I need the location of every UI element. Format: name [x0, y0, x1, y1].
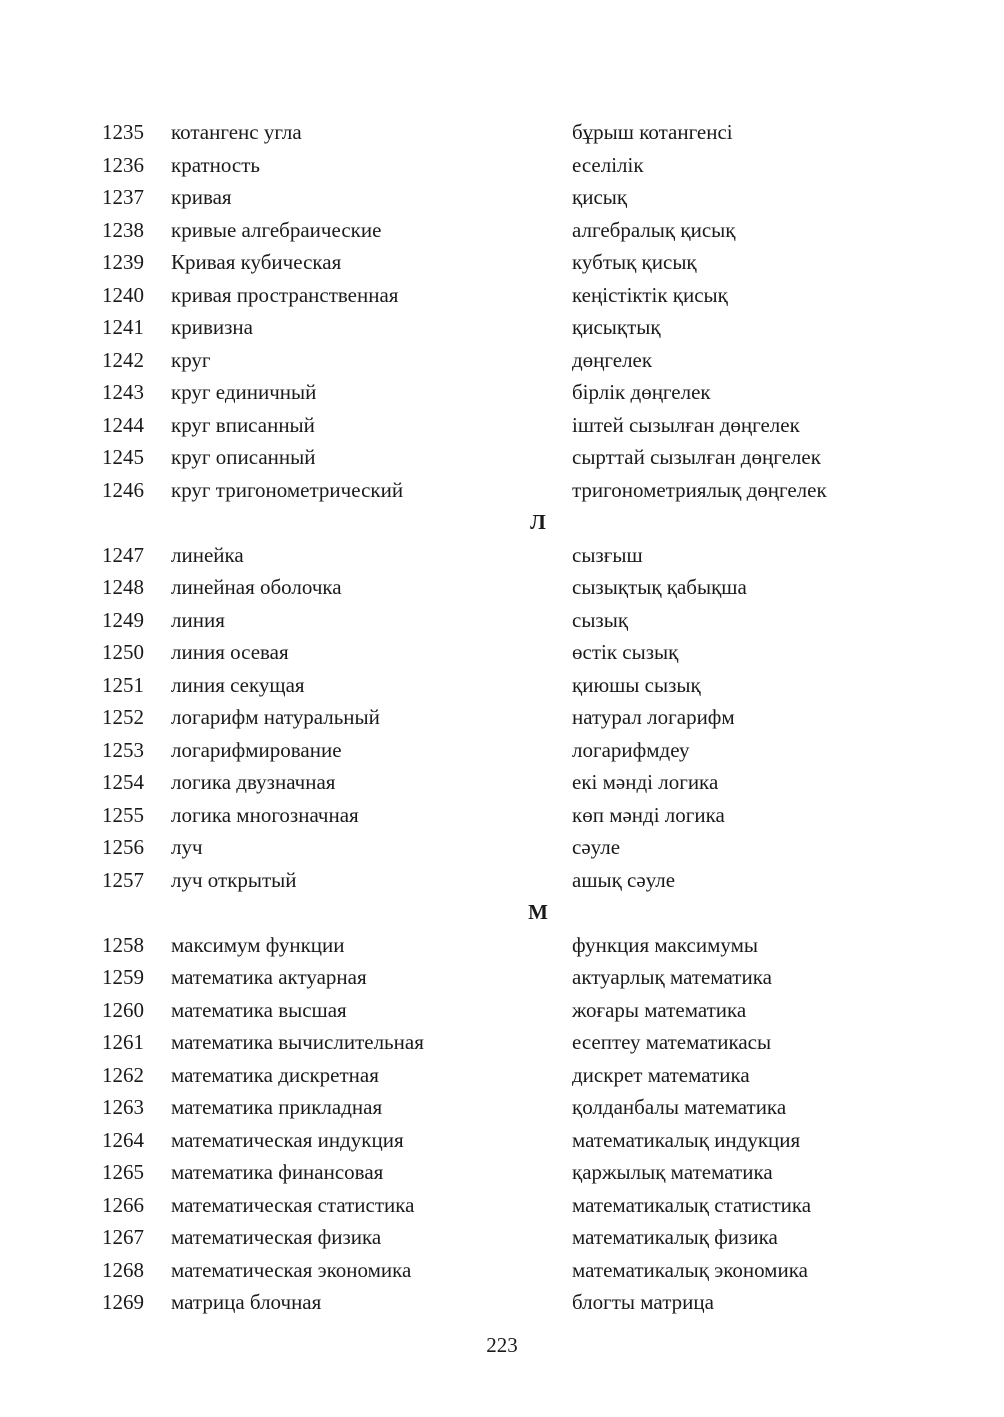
kazakh-term: есептеу математикасы [572, 1030, 772, 1054]
glossary-entry [0, 1189, 1004, 1222]
kazakh-term: тригонометриялық дөңгелек [572, 477, 827, 502]
entry-number: 1249 [102, 607, 144, 632]
russian-term: математическая индукция [171, 1127, 404, 1152]
kazakh-term: сызық [572, 607, 629, 632]
kazakh-term: математикалық статистика [572, 1192, 812, 1217]
entry-number: 1250 [102, 640, 144, 664]
entry-number: 1255 [102, 802, 144, 827]
glossary-entry [0, 539, 1004, 572]
glossary-entry [0, 246, 1004, 279]
entry-number: 1269 [102, 1290, 144, 1314]
glossary-entry [0, 1124, 1004, 1157]
russian-term: математическая физика [171, 1225, 382, 1249]
russian-term: кратность [171, 152, 260, 177]
kazakh-term: сызғыш [572, 542, 643, 567]
kazakh-term: қаржылық математика [572, 1160, 773, 1184]
glossary-entry [0, 181, 1004, 214]
entry-number: 1260 [102, 997, 144, 1022]
russian-term: математическая статистика [171, 1192, 415, 1217]
russian-term: кривизна [171, 315, 253, 339]
kazakh-term: қиюшы сызық [572, 672, 701, 697]
glossary-entry [0, 994, 1004, 1027]
glossary-entry [0, 1221, 1004, 1254]
russian-term: круг вписанный [171, 412, 315, 437]
glossary-entry [0, 474, 1004, 507]
glossary-entry [0, 636, 1004, 669]
entry-number: 1242 [102, 347, 144, 372]
kazakh-term: дөңгелек [572, 347, 653, 372]
glossary-entry [0, 1091, 1004, 1124]
glossary-entry [0, 409, 1004, 442]
glossary-entry [0, 311, 1004, 344]
kazakh-term: қисықтық [572, 315, 661, 339]
russian-term: математика вычислительная [171, 1030, 424, 1054]
entry-number: 1256 [102, 835, 144, 859]
glossary-entry [0, 1286, 1004, 1319]
entry-number: 1238 [102, 217, 144, 242]
kazakh-term: екі мәнді логика [572, 770, 719, 794]
entry-number: 1240 [102, 282, 144, 307]
entry-number: 1251 [102, 672, 144, 697]
kazakh-term: көп мәнді логика [572, 802, 725, 827]
kazakh-term: математикалық физика [572, 1225, 778, 1249]
kazakh-term: бірлік дөңгелек [572, 380, 711, 404]
kazakh-term: кеңістіктік қисық [572, 282, 728, 307]
glossary-entry [0, 1156, 1004, 1189]
russian-term: математическая экономика [171, 1257, 412, 1282]
entry-number: 1263 [102, 1095, 144, 1119]
glossary-entry [0, 279, 1004, 312]
russian-term: линейная оболочка [171, 575, 342, 599]
entry-number: 1239 [102, 250, 144, 274]
glossary-entry [0, 344, 1004, 377]
kazakh-term: қисық [572, 185, 628, 209]
glossary-entry [0, 376, 1004, 409]
glossary-entry [0, 604, 1004, 637]
kazakh-term: өстік сызық [572, 640, 679, 664]
glossary-entry [0, 929, 1004, 962]
glossary-entry [0, 669, 1004, 702]
glossary-entry [0, 441, 1004, 474]
entry-number: 1252 [102, 705, 144, 729]
russian-term: кривые алгебраические [171, 217, 382, 242]
glossary-entry [0, 961, 1004, 994]
entry-number: 1258 [102, 932, 144, 957]
russian-term: математика финансовая [171, 1160, 384, 1184]
russian-term: математика высшая [171, 997, 347, 1022]
entry-number: 1243 [102, 380, 144, 404]
russian-term: линия [171, 607, 225, 632]
russian-term: круг [171, 347, 211, 372]
glossary-entry [0, 766, 1004, 799]
entry-number: 1254 [102, 770, 144, 794]
russian-term: линия осевая [171, 640, 289, 664]
entry-number: 1236 [102, 152, 144, 177]
glossary-entry [0, 799, 1004, 832]
entry-number: 1237 [102, 185, 144, 209]
kazakh-term: алгебралық қисық [572, 217, 736, 242]
entry-number: 1257 [102, 867, 144, 892]
russian-term: луч открытый [171, 867, 297, 892]
kazakh-term: ашық сәуле [572, 867, 676, 892]
russian-term: математика актуарная [171, 965, 367, 989]
kazakh-term: кубтық қисық [572, 250, 697, 274]
glossary-entry [0, 831, 1004, 864]
glossary-entry [0, 701, 1004, 734]
glossary-entry [0, 864, 1004, 897]
russian-term: круг описанный [171, 445, 316, 469]
entry-number: 1241 [102, 315, 144, 339]
kazakh-term: функция максимумы [572, 932, 759, 957]
entry-number: 1246 [102, 477, 144, 502]
russian-term: Кривая кубическая [171, 250, 342, 274]
entry-number: 1235 [102, 120, 144, 144]
glossary-list [0, 116, 1004, 1319]
russian-term: круг тригонометрический [171, 477, 404, 502]
page-number: 223 [486, 1333, 518, 1357]
kazakh-term: іштей сызылған дөңгелек [572, 412, 800, 437]
kazakh-term: сырттай сызылған дөңгелек [572, 445, 821, 469]
russian-term: кривая пространственная [171, 282, 399, 307]
entry-number: 1264 [102, 1127, 144, 1152]
russian-term: круг единичный [171, 380, 317, 404]
kazakh-term: математикалық индукция [572, 1127, 801, 1152]
russian-term: котангенс угла [171, 120, 302, 144]
russian-term: линия секущая [171, 672, 305, 697]
glossary-entry [0, 116, 1004, 149]
glossary-entry [0, 1254, 1004, 1287]
entry-number: 1262 [102, 1062, 144, 1087]
kazakh-term: жоғары математика [572, 997, 747, 1022]
glossary-entry [0, 571, 1004, 604]
glossary-entry [0, 1059, 1004, 1092]
entry-number: 1267 [102, 1225, 144, 1249]
russian-term: математика прикладная [171, 1095, 383, 1119]
kazakh-term: блогты матрица [572, 1290, 714, 1314]
russian-term: максимум функции [171, 932, 345, 957]
russian-term: линейка [171, 542, 244, 567]
kazakh-term: актуарлық математика [572, 965, 772, 989]
entry-number: 1265 [102, 1160, 144, 1184]
russian-term: логарифмирование [171, 737, 342, 762]
kazakh-term: дискрет математика [572, 1062, 750, 1087]
entry-number: 1259 [102, 965, 144, 989]
glossary-entry [0, 214, 1004, 247]
russian-term: логика двузначная [171, 770, 336, 794]
entry-number: 1248 [102, 575, 144, 599]
kazakh-term: натурал логарифм [572, 705, 735, 729]
glossary-entry [0, 149, 1004, 182]
section-letter-heading: Л [530, 510, 546, 534]
entry-number: 1253 [102, 737, 144, 762]
glossary-entry [0, 1026, 1004, 1059]
entry-number: 1247 [102, 542, 144, 567]
kazakh-term: сызықтық қабықша [572, 575, 747, 599]
kazakh-term: еселілік [572, 152, 644, 177]
russian-term: кривая [171, 185, 232, 209]
entry-number: 1261 [102, 1030, 144, 1054]
kazakh-term: қолданбалы математика [572, 1095, 787, 1119]
entry-number: 1245 [102, 445, 144, 469]
kazakh-term: логарифмдеу [572, 737, 690, 762]
kazakh-term: бұрыш котангенсі [572, 120, 733, 144]
kazakh-term: математикалық экономика [572, 1257, 808, 1282]
russian-term: логика многозначная [171, 802, 359, 827]
kazakh-term: сәуле [572, 835, 621, 859]
glossary-entry [0, 734, 1004, 767]
entry-number: 1244 [102, 412, 144, 437]
section-letter-heading: М [528, 900, 548, 924]
russian-term: матрица блочная [171, 1290, 322, 1314]
russian-term: луч [171, 835, 203, 859]
entry-number: 1266 [102, 1192, 144, 1217]
russian-term: математика дискретная [171, 1062, 379, 1087]
entry-number: 1268 [102, 1257, 144, 1282]
russian-term: логарифм натуральный [171, 705, 380, 729]
